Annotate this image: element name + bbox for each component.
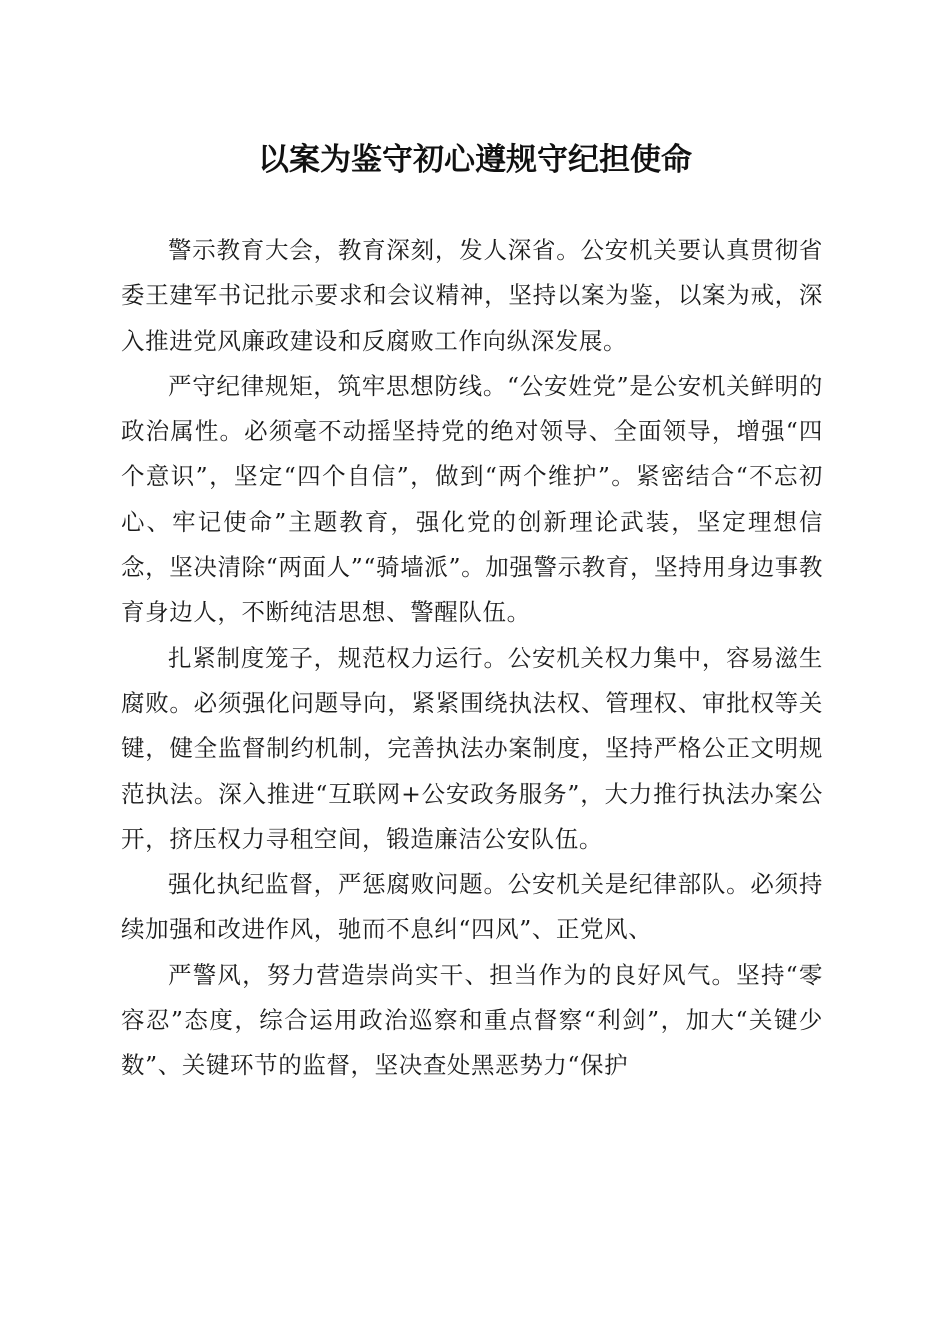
paragraph-4: 强化执纪监督，严惩腐败问题。公安机关是纪律部队。必须持续加强和改进作风，驰而不息纠“四风”、正党风、 [121,870,823,944]
paragraph-2: 严守纪律规矩，筑牢思想防线。“公安姓党”是公安机关鲜明的政治属性。必须毫不动摇坚持党的绝对领导、全面领导，增强“四个意识”，坚定“四个自信”，做到“两个维护”。紧密结合“不忘初心、牢记使命”主题教育，强化党的创新理论武装，坚定理想信念，坚决清除“两面人”“骑墙派”。加强警示教育，坚持用身边事教育身边人，不断纯洁思想、警醒队伍。 [121,371,823,627]
paragraph-5: 严警风，努力营造崇尚实干、担当作为的良好风气。坚持“零容忍”态度，综合运用政治巡察和重点督察“利剑”，加大“关键少数”、关键环节的监督，坚决查处黑恶势力“保护 [121,960,823,1080]
document-body [121,228,823,1089]
document-title: 以案为鉴守初心遵规守纪担使命 [258,142,692,178]
paragraph-3: 扎紧制度笼子，规范权力运行。公安机关权力集中，容易滋生腐败。必须强化问题导向，紧紧围绕执法权、管理权、审批权等关键，健全监督制约机制，完善执法办案制度，坚持严格公正文明规范执法。深入推进“互联网+公安政务服务”，大力推行执法办案公开，挤压权力寻租空间，锻造廉洁公安队伍。 [121,643,823,853]
paragraph-1: 警示教育大会，教育深刻，发人深省。公安机关要认真贯彻省委王建军书记批示要求和会议精神，坚持以案为鉴，以案为戒，深入推进党风廉政建设和反腐败工作向纵深发展。 [121,236,823,355]
